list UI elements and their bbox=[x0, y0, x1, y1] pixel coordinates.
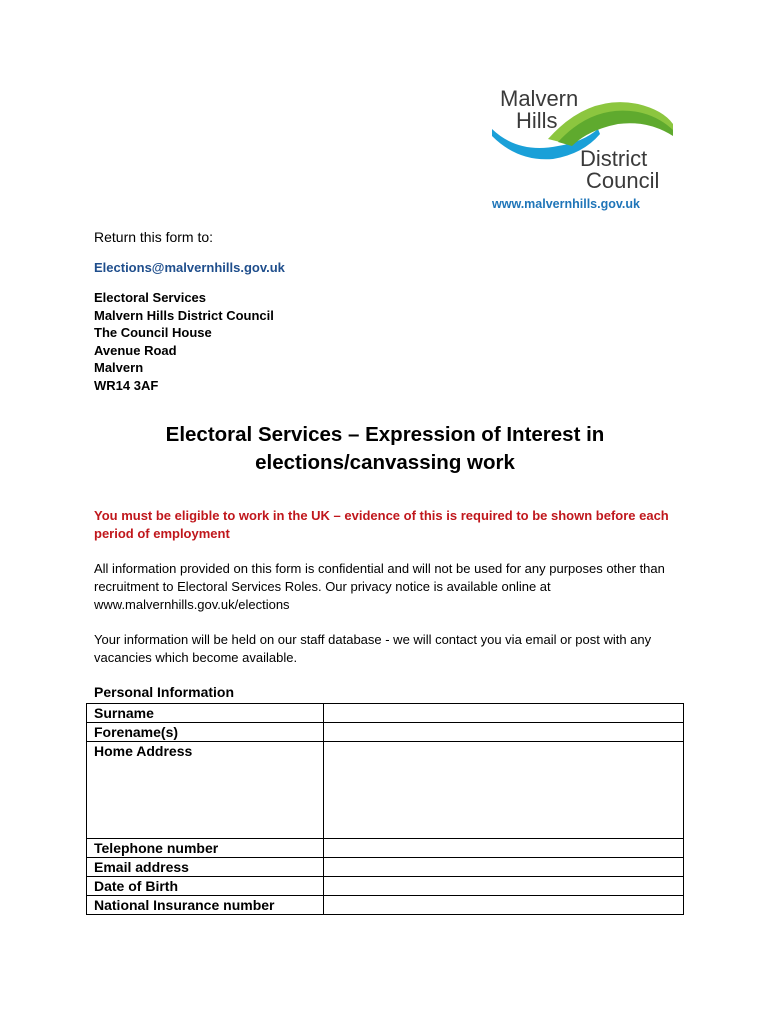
confidentiality-paragraph: All information provided on this form is confidential and will not be used for any purposes other than recruitment to Electoral Services Roles. Our privacy notice is available online at www.malvernhills.gov.uk/elections bbox=[94, 561, 665, 612]
address-line: The Council House bbox=[94, 325, 212, 341]
council-logo-graphic bbox=[488, 84, 678, 214]
ni-number-label: National Insurance number bbox=[87, 896, 324, 915]
personal-info-heading: Personal Information bbox=[94, 684, 235, 700]
table-row bbox=[87, 742, 684, 839]
eligibility-notice: You must be eligible to work in the UK – evidence of this is required to be shown before each period of employment bbox=[94, 508, 669, 541]
postal-address bbox=[94, 289, 274, 395]
telephone-label: Telephone number bbox=[87, 839, 324, 858]
svg-text:www.malvernhills.gov.uk: www.malvernhills.gov.uk bbox=[492, 197, 640, 211]
address-line: WR14 3AF bbox=[94, 377, 159, 393]
address-line: Malvern Hills District Council bbox=[94, 307, 274, 323]
svg-text:District: District bbox=[580, 146, 648, 171]
return-to-label: Return this form to: bbox=[94, 229, 214, 245]
table-row bbox=[87, 896, 684, 915]
svg-text:Malvern: Malvern bbox=[500, 86, 579, 111]
table-row bbox=[87, 704, 684, 723]
forenames-field[interactable] bbox=[324, 723, 684, 742]
surname-label: Surname bbox=[87, 704, 324, 723]
database-paragraph: Your information will be held on our staff database - we will contact you via email or post with any vacancies which become available. bbox=[94, 632, 652, 665]
ni-number-field[interactable] bbox=[324, 896, 684, 915]
return-email-link[interactable]: Elections@malvernhills.gov.uk bbox=[94, 260, 285, 275]
date-of-birth-field[interactable] bbox=[324, 877, 684, 896]
personal-info-table bbox=[86, 703, 684, 915]
date-of-birth-label: Date of Birth bbox=[87, 877, 324, 896]
page-title-line: elections/canvassing work bbox=[255, 451, 515, 474]
svg-text:Hills: Hills bbox=[516, 108, 558, 133]
email-field[interactable] bbox=[324, 858, 684, 877]
address-line: Electoral Services bbox=[94, 290, 207, 305]
forenames-label: Forename(s) bbox=[87, 723, 324, 742]
email-label: Email address bbox=[87, 858, 324, 877]
address-line: Avenue Road bbox=[94, 342, 177, 358]
home-address-label: Home Address bbox=[87, 742, 324, 839]
svg-text:Council: Council bbox=[586, 168, 660, 193]
table-row bbox=[87, 839, 684, 858]
table-row bbox=[87, 858, 684, 877]
home-address-field[interactable] bbox=[324, 742, 684, 839]
table-row bbox=[87, 877, 684, 896]
address-line: Malvern bbox=[94, 360, 144, 376]
telephone-field[interactable] bbox=[324, 839, 684, 858]
page-title bbox=[60, 421, 710, 477]
page-title-line: Electoral Services – Expression of Interest in bbox=[165, 423, 605, 446]
table-row bbox=[87, 723, 684, 742]
council-logo bbox=[488, 84, 678, 214]
surname-field[interactable] bbox=[324, 704, 684, 723]
